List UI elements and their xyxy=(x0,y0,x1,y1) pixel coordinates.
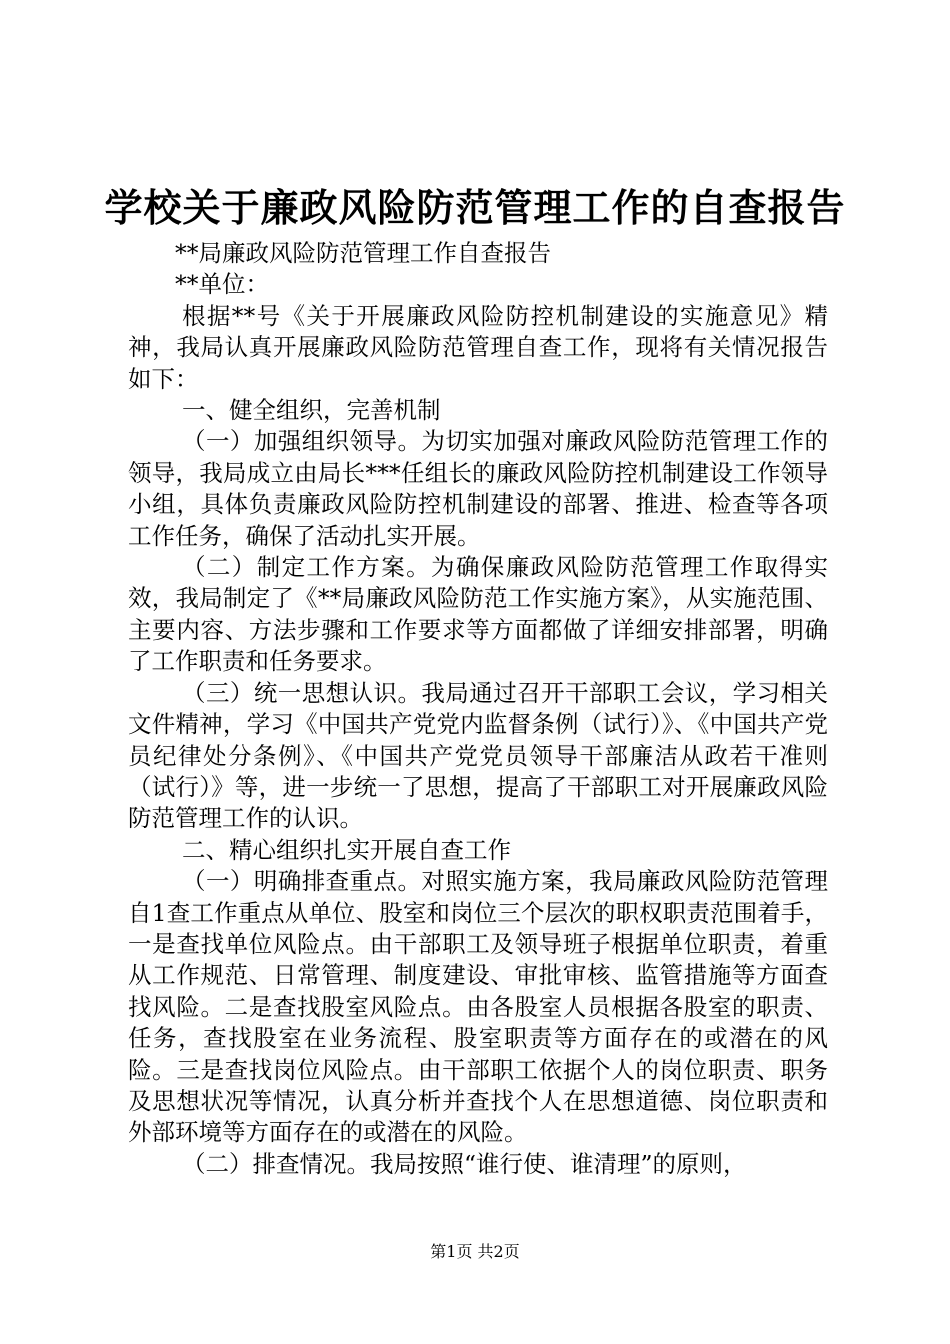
page-number-footer: 第1页 共2页 xyxy=(430,1242,520,1261)
addressee: **单位： xyxy=(175,270,269,299)
section-heading-1: 一、健全组织，完善机制 xyxy=(182,396,441,425)
paragraph-2-2: （二）排查情况。我局按照“谁行使、谁清理”的原则， xyxy=(182,1149,747,1178)
paragraph-2-1: （一）明确排查重点。对照实施方案，我局廉政风险防范管理自1查工作重点从单位、股室和岗位三个层次的职权职责范围着手，一是查找单位风险点。由干部职工及领导班子根据单位职责，着重从工作规范、日常管理、制度建设、审批审核、监管措施等方面查找风险。二是查找股室风险点。由各股室人员根据各股室的职责、任务，查找股室在业务流程、股室职责等方面存在的或潜在的风险。三是查找岗位风险点。由干部职工依据个人的岗位职责、职务及思想状况等情况，认真分析并查找个人在思想道德、岗位职责和外部环境等方面存在的或潜在的风险。 xyxy=(128,867,828,1147)
document-title: 学校关于廉政风险防范管理工作的自查报告 xyxy=(104,185,846,230)
intro-paragraph: 根据**号《关于开展廉政风险防控机制建设的实施意见》精神，我局认真开展廉政风险防范管理自查工作，现将有关情况报告如下： xyxy=(128,301,828,393)
paragraph-1-3: （三）统一思想认识。我局通过召开干部职工会议，学习相关文件精神，学习《中国共产党党内监督条例（试行）》、《中国共产党员纪律处分条例》、《中国共产党党员领导干部廉洁从政若干准则（试行）》等，进一步统一了思想，提高了干部职工对开展廉政风险防范管理工作的认识。 xyxy=(128,678,828,833)
section-heading-2: 二、精心组织扎实开展自查工作 xyxy=(182,835,511,864)
report-subtitle: **局廉政风险防范管理工作自查报告 xyxy=(175,239,551,267)
paragraph-1-1: （一）加强组织领导。为切实加强对廉政风险防范管理工作的领导，我局成立由局长***任组长的廉政风险防控机制建设工作领导小组，具体负责廉政风险防控机制建设的部署、推进、检查等各项工作任务，确保了活动扎实开展。 xyxy=(128,427,828,550)
paragraph-1-2: （二）制定工作方案。为确保廉政风险防范管理工作取得实效，我局制定了《**局廉政风险防范工作实施方案》，从实施范围、主要内容、方法步骤和工作要求等方面都做了详细安排部署，明确了工作职责和任务要求。 xyxy=(128,553,828,676)
document-body xyxy=(128,238,828,1180)
